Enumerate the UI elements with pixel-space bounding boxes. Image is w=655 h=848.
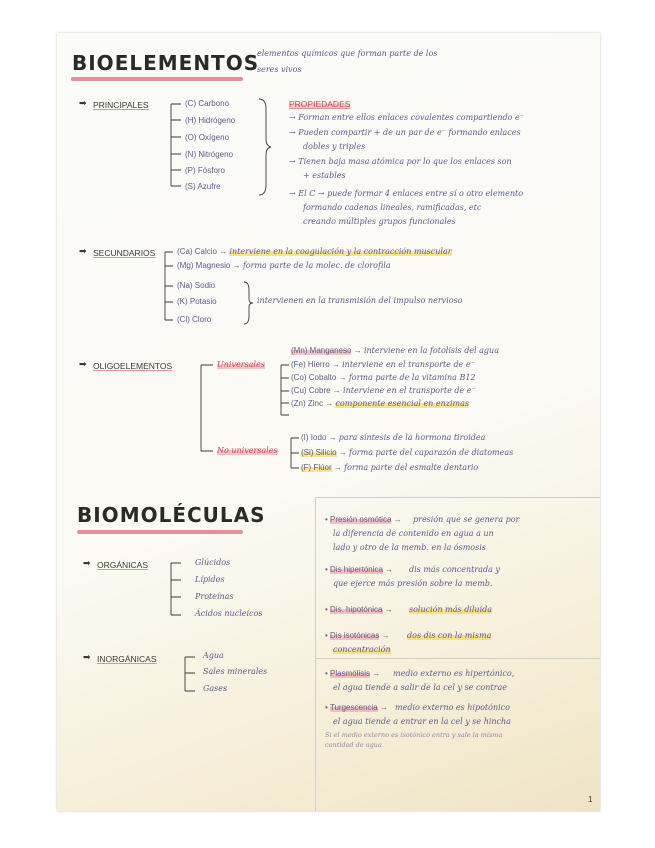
arrow-bullet-icon: ➡	[79, 99, 87, 109]
oligo-iodo: (I) Iodo → para síntesis de la hormona tiroidea	[301, 433, 486, 442]
branch-icon	[199, 365, 215, 455]
arrow-bullet-icon: ➡	[79, 360, 87, 370]
def-line: el agua tiende a salir de la cel y se contrae	[333, 683, 507, 692]
element-fosforo: (P) Fósforo	[185, 166, 226, 175]
oligo-zinc: (Zn) Zinc → componente esencial en enzimas	[291, 399, 469, 408]
branch-icon	[169, 104, 183, 194]
secundarios-label: SECUNDARIOS	[93, 248, 156, 258]
organica-item: Lípidos	[195, 575, 225, 584]
def-line: presión que se genera por	[413, 515, 520, 524]
element-magnesio: (Mg) Magnesio → forma parte de la molec. de clorofila	[177, 261, 391, 270]
oligo-manganeso: (Mn) Manganeso → interviene en la fotolisis del agua	[291, 346, 499, 355]
def-line: la diferencia de contenido en agua a un	[333, 529, 494, 538]
term-isotonicas: • Dis isotónicas →	[325, 631, 390, 640]
branch-icon	[289, 438, 301, 470]
organica-item: Proteínas	[195, 592, 234, 601]
element-azufre: (S) Azufre	[185, 182, 221, 191]
def-line: el agua tiende a entrar en la cel y se hincha	[333, 717, 511, 726]
prop-line-7: formando cadenas lineales, ramificadas, etc	[303, 203, 482, 212]
box-note-cont: cantidad de agua	[325, 741, 382, 749]
term-turgescencia: • Turgescencia →	[325, 703, 388, 712]
biomoleculas-title: BIOMOLÉCULAS	[77, 503, 266, 527]
term-plasmolisis: • Plasmólisis →	[325, 669, 381, 678]
bioelementos-definition: elementos químicos que forman parte de los	[257, 49, 438, 58]
inorganicas-label: INORGÁNICAS	[97, 654, 157, 664]
element-potasio: (K) Potasio	[177, 297, 217, 306]
def-line: concentración	[333, 645, 391, 654]
element-oxigeno: (O) Oxígeno	[185, 133, 230, 142]
oligo-fluor: (F) Flúor → forma parte del esmalte dentario	[301, 463, 479, 472]
prop-line-4: → Tienen baja masa atómica por lo que los enlaces son	[289, 157, 512, 166]
element-calcio: (Ca) Calcio → interviene en la coagulación y la contracción muscular	[177, 247, 452, 256]
branch-icon	[163, 252, 177, 324]
prop-line-5: + estables	[303, 171, 346, 180]
prop-line-1: → Forman entre ellos enlaces covalentes compartiendo e⁻	[289, 113, 524, 122]
no-universales-label: No universales	[217, 446, 278, 455]
prop-line-3: dobles y triples	[303, 142, 366, 151]
bioelementos-title: BIOELEMENTOS	[72, 51, 260, 75]
oligo-cobalto: (Co) Cobalto → forma parte de la vitamina B12	[291, 373, 476, 382]
box-border-left	[315, 497, 316, 811]
branch-icon	[169, 563, 185, 617]
organicas-label: ORGÁNICAS	[97, 560, 149, 570]
element-nitrogeno: (N) Nitrógeno	[185, 150, 234, 159]
inorganica-item: Gases	[203, 684, 228, 693]
bioelementos-definition-cont: seres vivos	[257, 65, 302, 74]
box-note: Si el medio externo es isotónico entra y sale la misma	[325, 731, 503, 739]
prop-line-8: creando múltiples grupos funcionales	[303, 217, 456, 226]
arrow-bullet-icon: ➡	[79, 247, 87, 257]
curly-brace-icon	[257, 99, 271, 195]
def-line: dos dis con la misma	[407, 631, 492, 640]
notebook-page	[57, 33, 600, 811]
element-cloro: (Cl) Cloro	[177, 315, 212, 324]
term-presion-osmotica: • Presión osmótica →	[325, 515, 402, 524]
title-underline	[77, 530, 243, 534]
def-line: medio externo es hipertónico,	[393, 669, 515, 678]
element-hidrogeno: (H) Hidrógeno	[185, 116, 236, 125]
def-line: solución más diluida	[409, 605, 493, 614]
element-sodio: (Na) Sodio	[177, 281, 216, 290]
box-divider	[315, 658, 600, 659]
branch-icon	[183, 657, 199, 693]
group-desc: intervienen en la transmisión del impulso nervioso	[257, 296, 463, 305]
oligo-hierro: (Fe) Hierro → interviene en el transporte de e⁻	[291, 360, 475, 369]
def-line: lado y otro de la memb. en la ósmosis	[333, 543, 486, 552]
def-line: medio externo es hipotónico	[395, 703, 510, 712]
inorganica-item: Agua	[203, 651, 224, 660]
universales-label: Universales	[217, 360, 265, 369]
inorganica-item: Sales minerales	[203, 667, 268, 676]
curly-brace-icon	[243, 282, 253, 324]
term-hipotonica: • Dis. hipotónica →	[325, 605, 393, 614]
term-hipertonica: • Dis hipertónica →	[325, 565, 394, 574]
title-underline	[71, 77, 243, 81]
oligo-silicio: (Si) Silicio → forma parte del caparazón de diatomeas	[301, 448, 514, 457]
box-border-top	[315, 497, 600, 498]
arrow-bullet-icon: ➡	[83, 559, 91, 569]
principales-label: PRINCIPALES	[93, 100, 149, 110]
branch-icon	[279, 365, 291, 417]
prop-line-6: → El C → puede formar 4 enlaces entre sí o otro elemento	[289, 189, 524, 198]
def-line: dis más concentrada y	[409, 565, 500, 574]
oligo-cobre: (Cu) Cobre → interviene en el transporte de e⁻	[291, 386, 476, 395]
propiedades-label: PROPIEDADES	[289, 99, 351, 109]
prop-line-2: → Pueden compartir + de un par de e⁻ formando enlaces	[289, 128, 521, 137]
element-carbono: (C) Carbono	[185, 99, 230, 108]
organica-item: Ácidos nucleicos	[195, 609, 263, 618]
page-number: 1	[588, 795, 593, 804]
oligoelementos-label: OLIGOELEMENTOS	[93, 361, 173, 371]
def-line: que ejerce más presión sobre la memb.	[333, 579, 493, 588]
organica-item: Glúcidos	[195, 558, 231, 567]
arrow-bullet-icon: ➡	[83, 653, 91, 663]
